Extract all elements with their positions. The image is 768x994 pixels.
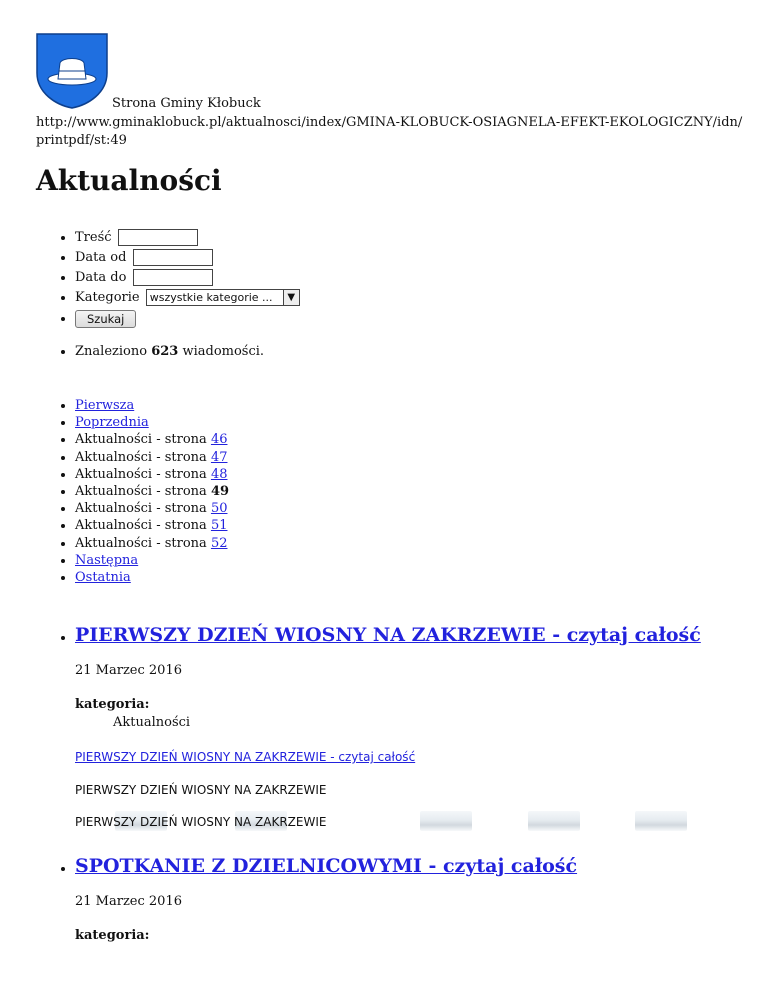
pager-last-link[interactable]: Ostatnia <box>75 570 131 586</box>
category-label: Kategorie <box>75 290 140 305</box>
article-read-more-link[interactable]: PIERWSZY DZIEŃ WIOSNY NA ZAKRZEWIE - czytaj całość <box>75 750 416 764</box>
content-input[interactable] <box>118 229 198 246</box>
pager-item <box>75 500 768 517</box>
content-label: Treść <box>75 230 112 245</box>
article-date: 21 Marzec 2016 <box>75 894 182 909</box>
search-submit-row <box>75 308 768 329</box>
pager-item <box>75 466 768 483</box>
coat-of-arms-icon <box>36 33 108 109</box>
article-subtitle: PIERWSZY DZIEŃ WIOSNY NA ZAKRZEWIE <box>75 783 327 797</box>
pager-item-label: Aktualności - strona <box>75 466 207 482</box>
pager-item <box>75 431 768 448</box>
date-to-label: Data do <box>75 270 127 285</box>
search-category-row <box>75 288 768 308</box>
search-date-from-row <box>75 248 768 268</box>
pager-item-label: Aktualności - strona <box>75 518 207 534</box>
thumbnail-image[interactable] <box>528 811 580 831</box>
results-prefix: Znaleziono <box>75 344 148 359</box>
search-button[interactable]: Szukaj <box>75 310 136 328</box>
page-url: http://www.gminaklobuck.pl/aktualnosci/index/GMINA-KLOBUCK-OSIAGNELA-EFEKT-EKOLOGICZNY/idn/printpdf/st:49 <box>36 115 743 148</box>
article-title-link[interactable]: PIERWSZY DZIEŃ WIOSNY NA ZAKRZEWIE - czytaj całość <box>75 624 701 646</box>
pager-prev-link[interactable]: Poprzednia <box>75 415 149 431</box>
date-from-input[interactable] <box>133 249 213 266</box>
article-gallery <box>75 813 768 833</box>
article-category-label: kategoria: <box>75 697 150 712</box>
pager-page-link[interactable]: 50 <box>210 501 228 517</box>
pager-page-link[interactable]: 47 <box>210 449 228 465</box>
chevron-down-icon: ▼ <box>283 290 299 305</box>
pager-next-link[interactable]: Następna <box>75 552 139 568</box>
site-name: Strona Gminy Kłobuck <box>112 96 261 111</box>
pager-item-label: Aktualności - strona <box>75 432 207 448</box>
date-from-label: Data od <box>75 250 127 265</box>
results-summary <box>36 343 768 360</box>
thumbnail-image[interactable] <box>420 811 472 831</box>
article-list <box>36 620 768 945</box>
pager-item-current <box>75 483 768 500</box>
pager-current-page: 49 <box>210 484 230 500</box>
search-date-to-row <box>75 268 768 288</box>
pager-item <box>75 535 768 552</box>
search-content-row <box>75 228 768 248</box>
pager-item-label: Aktualności - strona <box>75 535 207 551</box>
thumbnail-image[interactable] <box>635 811 687 831</box>
pager-page-link[interactable]: 46 <box>210 432 228 448</box>
pagination <box>36 397 768 586</box>
article-title-link[interactable]: SPOTKANIE Z DZIELNICOWYMI - czytaj całość <box>75 855 578 877</box>
pager-item-label: Aktualności - strona <box>75 449 207 465</box>
article-subtitle-2: PIERWSZY DZIEŃ WIOSNY NA ZAKRZEWIE <box>75 815 327 829</box>
article-category: Aktualności <box>113 715 191 730</box>
category-select[interactable] <box>146 289 300 306</box>
pager-page-link[interactable]: 52 <box>210 535 228 551</box>
results-count: 623 <box>151 344 179 359</box>
article-category-label: kategoria: <box>75 928 150 943</box>
article-item <box>75 620 768 833</box>
results-suffix: wiadomości. <box>182 344 265 359</box>
results-count-row <box>75 343 768 360</box>
pager-page-link[interactable]: 51 <box>210 518 228 534</box>
pager-item <box>75 449 768 466</box>
search-form <box>36 228 768 329</box>
pager-item-label: Aktualności - strona <box>75 484 207 500</box>
pager-item-label: Aktualności - strona <box>75 501 207 517</box>
page-title: Aktualności <box>36 164 222 197</box>
date-to-input[interactable] <box>133 269 213 286</box>
category-select-value: wszystkie kategorie ... <box>149 291 273 304</box>
article-date: 21 Marzec 2016 <box>75 663 182 678</box>
pager-first-link[interactable]: Pierwsza <box>75 398 135 413</box>
pager-page-link[interactable]: 48 <box>210 466 228 482</box>
pager-item <box>75 517 768 534</box>
article-item <box>75 851 768 945</box>
